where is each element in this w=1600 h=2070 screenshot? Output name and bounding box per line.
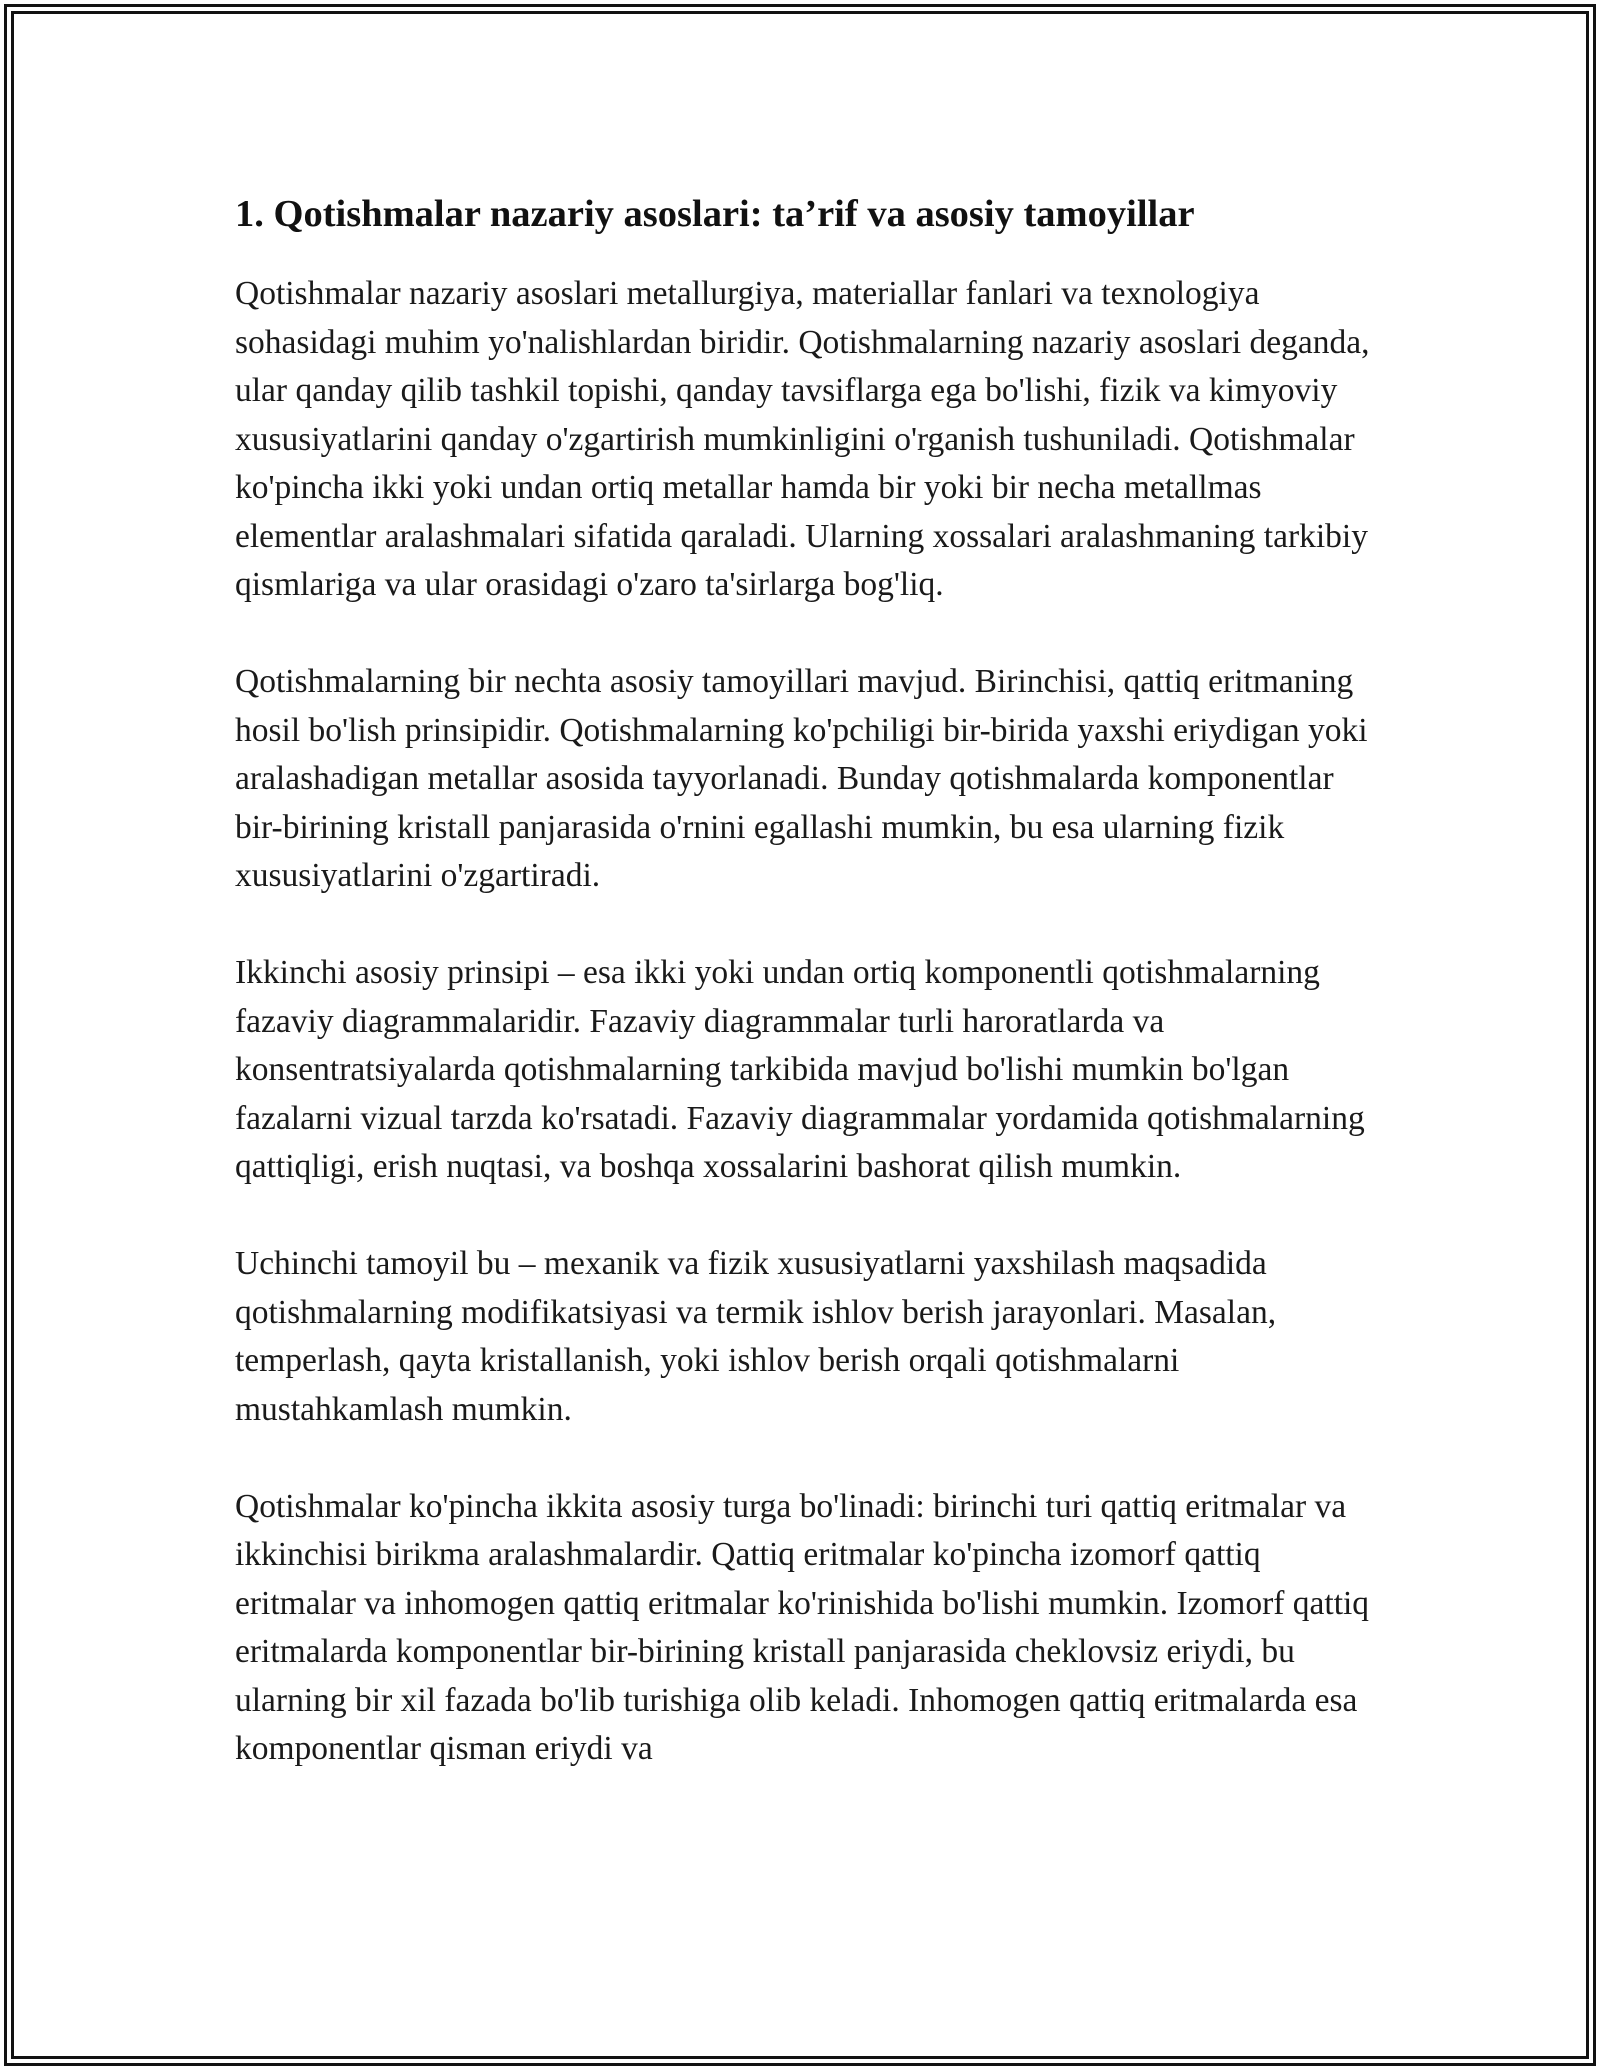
paragraph-first-principle: Qotishmalarning bir nechta asosiy tamoyillari mavjud. Birinchisi, qattiq eritmaning hosil bo'lish prinsipidir. Qotishmalarning ko'pchiligi bir-birida yaxshi eriydigan yoki aralashadigan metallar asosida tayyorlanadi. Bunday qotishmalarda komponentlar bir-birining kristall panjarasida o'rnini egallashi mumkin, bu esa ularning fizik xususiyatlarini o'zgartiradi. [235, 663, 1368, 894]
paragraph-definition: Qotishmalar nazariy asoslari metallurgiya, materiallar fanlari va texnologiya sohasidagi muhim yo'nalishlardan biridir. Qotishmalarning nazariy asoslari deganda, ular qanday qilib tashkil topishi, qanday tavsiflarga ega bo'lishi, fizik va kimyoviy xususiyatlarini qanday o'zgartirish mumkinligini o'rganish tushuniladi. Qotishmalar ko'pincha ikki yoki undan ortiq metallar hamda bir yoki bir necha metallmas elementlar aralashmalari sifatida qaraladi. Ularning xossalari aralashmaning tarkibiy qismlariga va ular orasidagi o'zaro ta'sirlarga bog'liq. [235, 275, 1370, 603]
paragraph-second-principle: Ikkinchi asosiy prinsipi – esa ikki yoki undan ortiq komponentli qotishmalarning fazaviy diagrammalaridir. Fazaviy diagrammalar turli haroratlarda va konsentratsiyalarda qotishmalarning tarkibida mavjud bo'lishi mumkin bo'lgan fazalarni vizual tarzda ko'rsatadi. Fazaviy diagrammalar yordamida qotishmalarning qattiqligi, erish nuqtasi, va boshqa xossalarini bashorat qilish mumkin. [235, 954, 1365, 1185]
paragraph-alloy-types: Qotishmalar ko'pincha ikkita asosiy turga bo'linadi: birinchi turi qattiq eritmalar va ikkinchisi birikma aralashmalardir. Qattiq eritmalar ko'pincha izomorf qattiq eritmalar va inhomogen qattiq eritmalar ko'rinishida bo'lishi mumkin. Izomorf qattiq eritmalarda komponentlar bir-birining kristall panjarasida cheklovsiz eriydi, bu ularning bir xil fazada bo'lib turishiga olib keladi. Inhomogen qattiq eritmalarda esa komponentlar qisman eriydi va [235, 1487, 1370, 1767]
paragraph-third-principle: Uchinchi tamoyil bu – mexanik va fizik xususiyatlarni yaxshilash maqsadida qotishmalarning modifikatsiyasi va termik ishlov berish jarayonlari. Masalan, temperlash, qayta kristallanish, yoki ishlov berish orqali qotishmalarni mustahkamlash mumkin. [235, 1245, 1277, 1428]
section-heading: 1. Qotishmalar nazariy asoslari: ta’rif va asosiy tamoyillar [235, 193, 1195, 235]
document-body [235, 188, 1385, 1822]
